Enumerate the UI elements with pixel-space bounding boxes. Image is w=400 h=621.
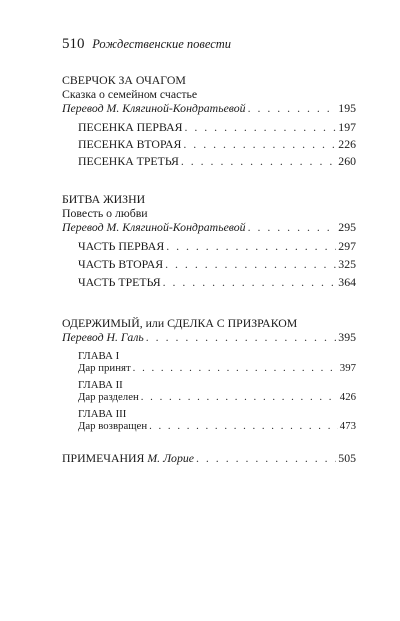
page-ref: 397 [339, 362, 356, 374]
book-title: Рождественские повести [92, 37, 232, 51]
dot-leader [166, 239, 336, 253]
section-subtitle: Сказка о семейном счастье [62, 87, 198, 101]
translator-name: Н. Галь [106, 330, 144, 344]
page-ref: 226 [338, 137, 356, 151]
toc-entry[interactable] [78, 361, 356, 375]
part-label: ЧАСТЬ ТРЕТЬЯ [78, 275, 161, 289]
toc-entry[interactable] [62, 451, 356, 465]
part-label: ЧАСТЬ ПЕРВАЯ [78, 239, 165, 253]
page-number: 510 [62, 36, 85, 52]
dot-leader [165, 257, 336, 271]
dot-leader [133, 361, 338, 375]
dot-leader [248, 101, 337, 115]
dot-leader [183, 137, 336, 151]
page-ref: 395 [338, 330, 356, 344]
toc-entry[interactable] [78, 419, 356, 433]
page-ref: 260 [338, 154, 356, 168]
page-ref: 295 [338, 220, 356, 234]
translator-name: М. Клягиной-Кондратьевой [106, 220, 246, 234]
part-label: ПЕСЕНКА ТРЕТЬЯ [78, 154, 179, 168]
chapter-subtitle: Дар принят [78, 362, 131, 374]
part-label: ПЕСЕНКА ПЕРВАЯ [78, 120, 183, 134]
translation-prefix: Перевод [62, 101, 107, 115]
notes-author: М. Лорие [147, 451, 194, 465]
notes-label: ПРИМЕЧАНИЯ [62, 451, 148, 465]
page-ref: 195 [338, 101, 356, 115]
page-ref: 197 [338, 120, 356, 134]
dot-leader [196, 451, 336, 465]
dot-leader [146, 330, 337, 344]
section-subtitle: Повесть о любви [62, 206, 148, 220]
section-title: ОДЕРЖИМЫЙ, или СДЕЛКА С ПРИЗРАКОМ [62, 316, 298, 330]
dot-leader [163, 275, 337, 289]
toc-entry[interactable] [78, 137, 356, 151]
running-head [62, 36, 231, 53]
dot-leader [149, 419, 338, 433]
toc-entry[interactable] [78, 257, 356, 271]
section-title: БИТВА ЖИЗНИ [62, 192, 146, 206]
toc-entry[interactable] [78, 275, 356, 289]
page-ref: 325 [338, 257, 356, 271]
toc-entry[interactable] [78, 120, 356, 134]
dot-leader [184, 120, 336, 134]
page-ref: 364 [338, 275, 356, 289]
chapter-label: ГЛАВА II [78, 379, 123, 391]
translation-prefix: Перевод [62, 330, 107, 344]
dot-leader [181, 154, 336, 168]
chapter-subtitle: Дар возвращен [78, 420, 148, 432]
chapter-label: ГЛАВА III [78, 408, 127, 420]
translation-prefix: Перевод [62, 220, 107, 234]
toc-entry[interactable] [62, 220, 356, 234]
page-ref: 297 [338, 239, 356, 253]
page-ref: 473 [339, 420, 356, 432]
page-ref: 426 [339, 391, 356, 403]
toc-entry[interactable] [78, 390, 356, 404]
dot-leader [141, 390, 338, 404]
translator-name: М. Клягиной-Кондратьевой [106, 101, 246, 115]
section-title: СВЕРЧОК ЗА ОЧАГОМ [62, 73, 186, 87]
chapter-subtitle: Дар разделен [78, 391, 139, 403]
toc-entry[interactable] [62, 330, 356, 344]
toc-entry[interactable] [78, 154, 356, 168]
part-label: ПЕСЕНКА ВТОРАЯ [78, 137, 182, 151]
toc-entry[interactable] [62, 101, 356, 115]
dot-leader [248, 220, 337, 234]
page-ref: 505 [338, 451, 356, 465]
toc-entry[interactable] [78, 239, 356, 253]
chapter-label: ГЛАВА I [78, 350, 120, 362]
part-label: ЧАСТЬ ВТОРАЯ [78, 257, 164, 271]
